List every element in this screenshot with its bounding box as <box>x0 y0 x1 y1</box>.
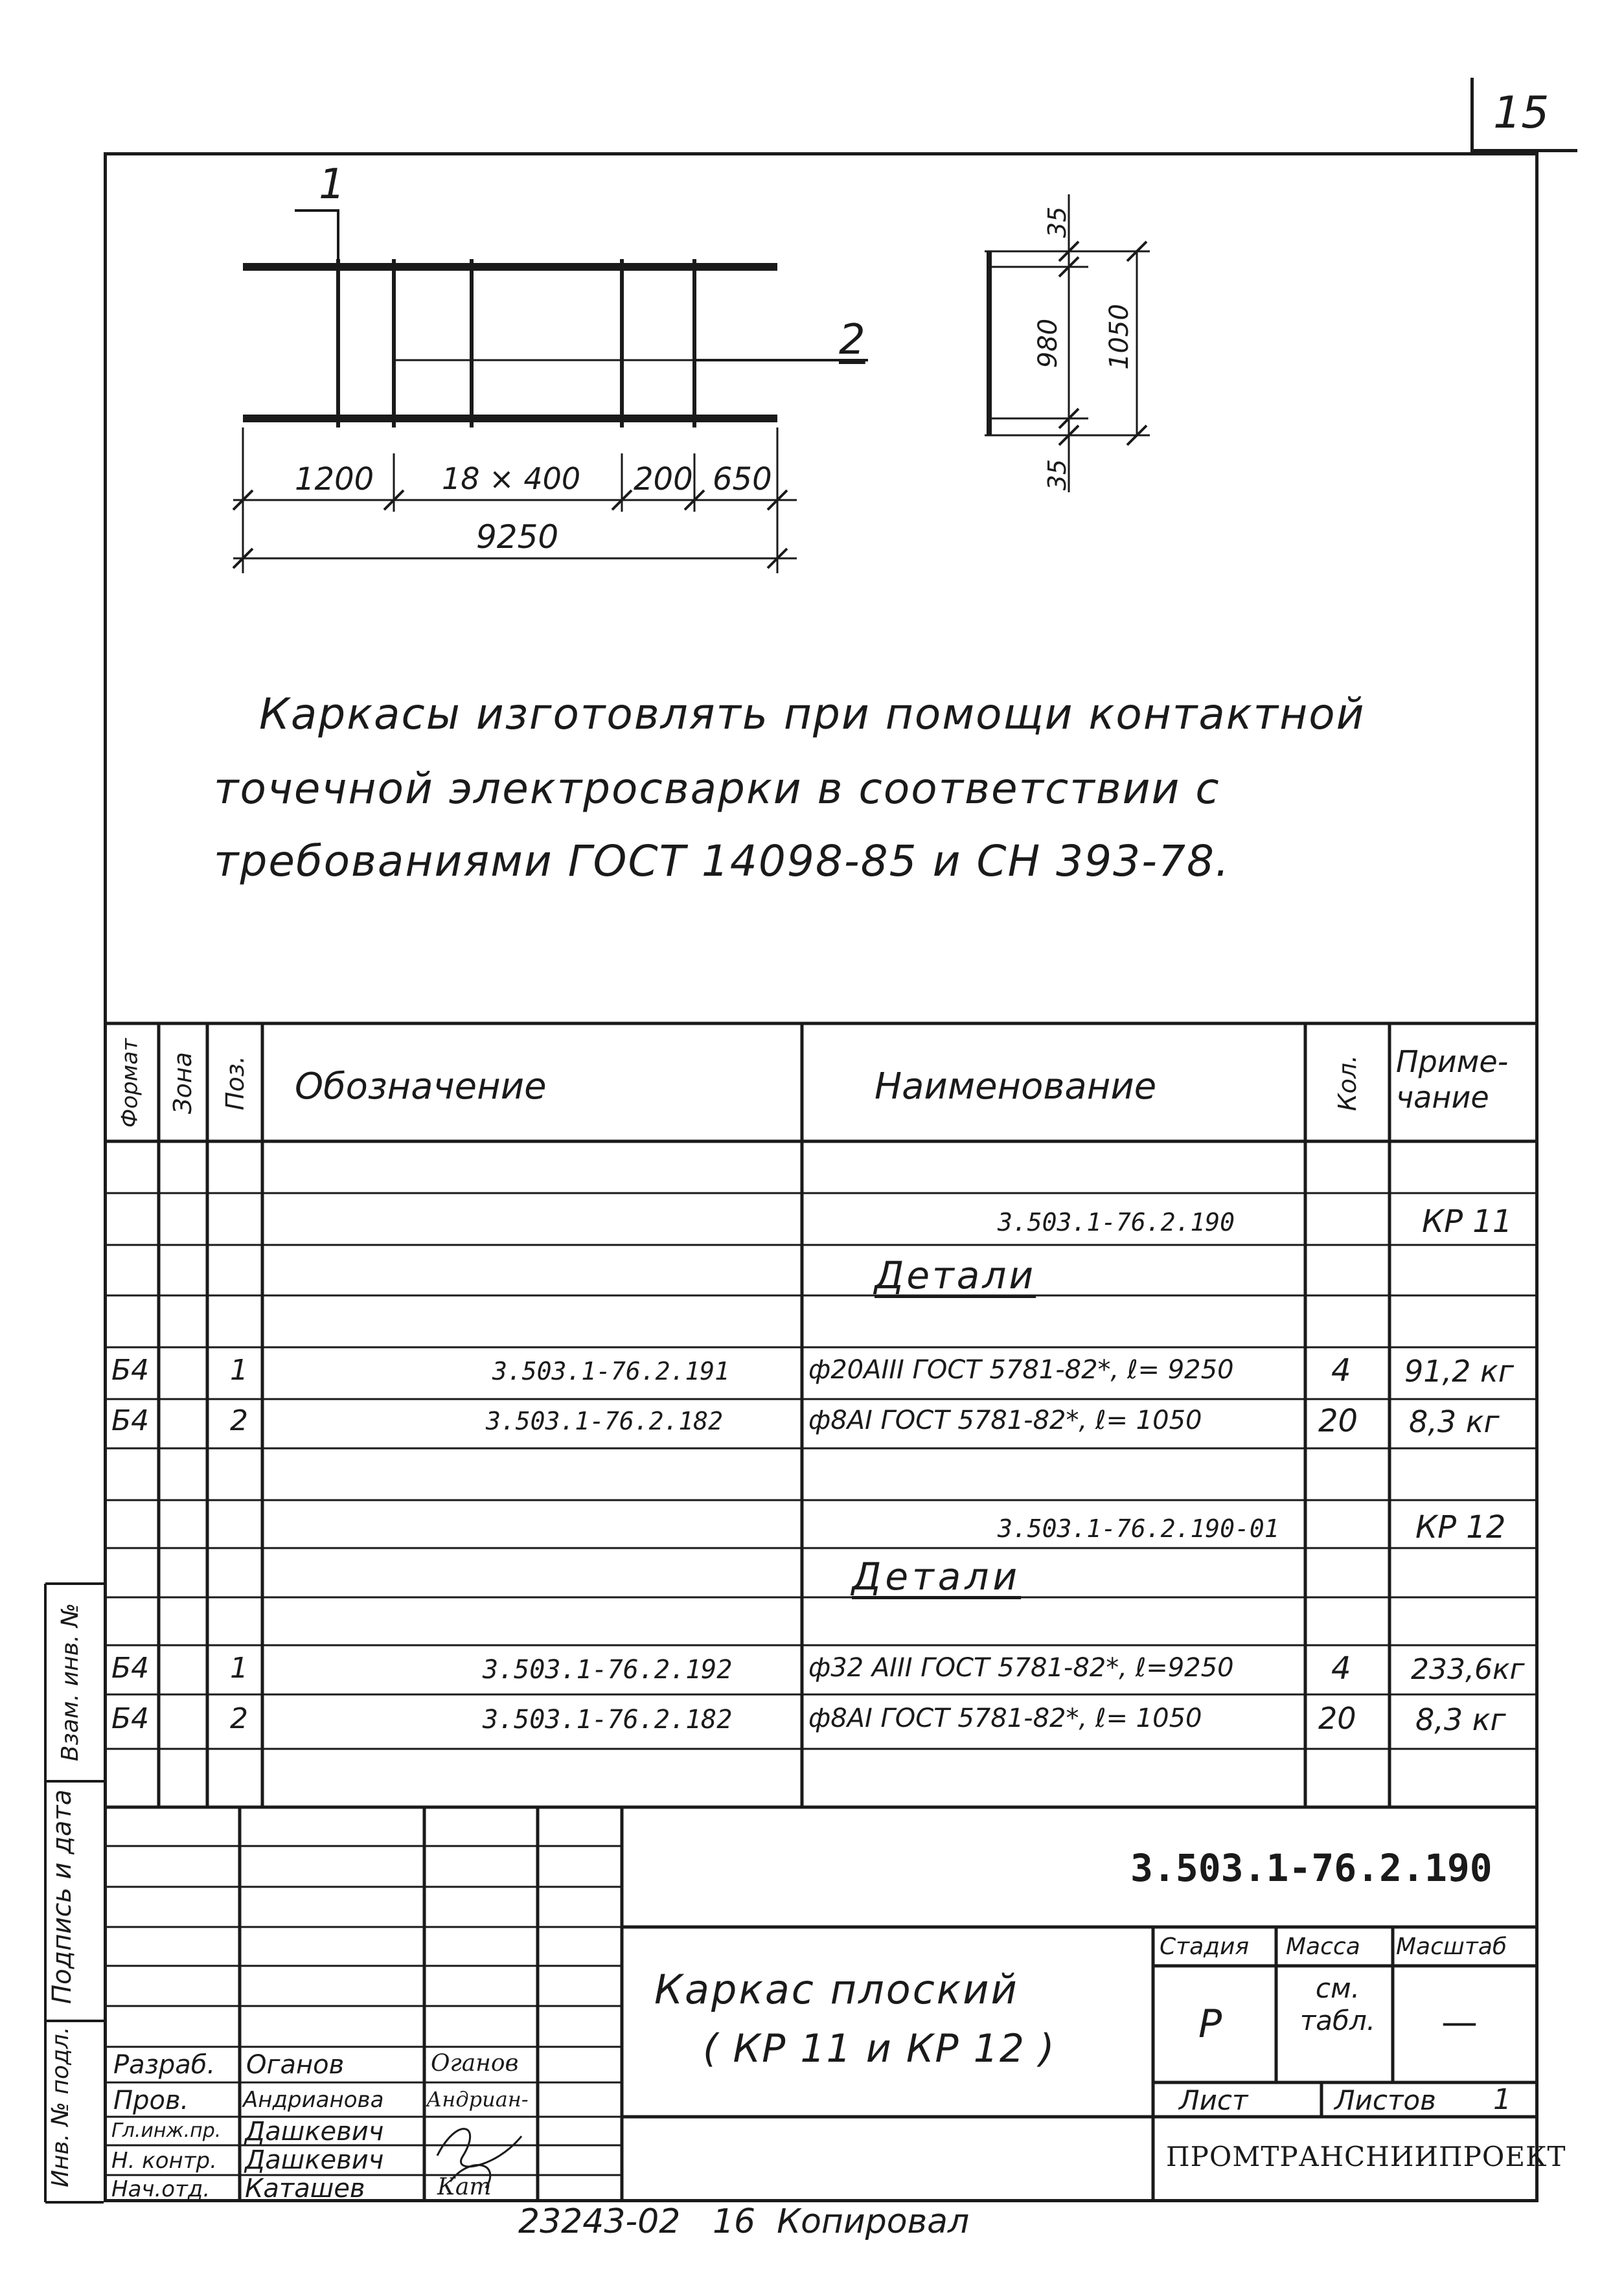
mass-label: Масса <box>1286 1933 1360 1960</box>
row8-note: 233,6кг <box>1411 1653 1525 1686</box>
dim-side-35-bottom: 35 <box>1043 459 1071 491</box>
mass-value: см. табл. <box>1299 1972 1376 2037</box>
name-prov: Андрианова <box>243 2087 384 2113</box>
row8-qty: 4 <box>1331 1650 1351 1687</box>
sign-prov: Андриан- <box>426 2087 529 2112</box>
name-gl-inzh: Дашкевич <box>245 2117 384 2147</box>
row9-designation: 3.503.1-76.2.182 <box>483 1705 733 1735</box>
note-line-1: Каркасы изготовлять при помощи контактной <box>259 689 1366 739</box>
dim-200: 200 <box>634 461 693 497</box>
dim-650: 650 <box>713 461 772 497</box>
sheet-corner-number: 15 <box>1493 87 1550 139</box>
row3-qty: 4 <box>1331 1352 1351 1389</box>
scale-label: Масштаб <box>1396 1933 1507 1960</box>
hdr-designation: Обозначение <box>295 1066 547 1108</box>
row-kr11-name: 3.503.1-76.2.190 <box>998 1208 1235 1237</box>
hdr-qty: Кол. <box>1333 1054 1362 1111</box>
role-gl-inzh: Гл.инж.пр. <box>111 2119 222 2142</box>
row3-name: ф20АIII ГОСТ 5781-82*, ℓ= 9250 <box>808 1355 1234 1385</box>
row8-designation: 3.503.1-76.2.192 <box>483 1655 733 1685</box>
signature-scribbles <box>424 2117 538 2202</box>
row8-format: Б4 <box>111 1652 150 1685</box>
sign-nach-otd: Кат <box>437 2174 492 2200</box>
title-line-2: ( КР 11 и КР 12 ) <box>703 2026 1056 2071</box>
row3-format: Б4 <box>111 1354 150 1387</box>
row9-pos: 2 <box>230 1702 248 1735</box>
role-razrab: Разраб. <box>113 2050 216 2080</box>
row4-format: Б4 <box>111 1404 150 1437</box>
row3-pos: 1 <box>230 1354 248 1387</box>
hdr-format: Формат <box>117 1038 143 1128</box>
organization-name: ПРОМТРАНСНИИПРОЕКТ <box>1166 2141 1566 2172</box>
name-nach-otd: Каташев <box>245 2174 365 2204</box>
row8-name: ф32 АIII ГОСТ 5781-82*, ℓ=9250 <box>808 1653 1234 1683</box>
hdr-note: Приме-чание <box>1396 1044 1509 1115</box>
stage-value: Р <box>1198 2001 1222 2047</box>
row-kr12-name: 3.503.1-76.2.190-01 <box>998 1514 1279 1543</box>
name-n-kontr: Дашкевич <box>245 2145 384 2175</box>
sign-razrab: Оганов <box>431 2050 519 2077</box>
note-line-2: точечной электросварки в соответствии с <box>214 764 1220 814</box>
row3-note: 91,2 кг <box>1404 1354 1514 1389</box>
row-kr12-note: КР 12 <box>1415 1509 1506 1545</box>
hdr-pos: Поз. <box>221 1055 249 1111</box>
dim-side-1050: 1050 <box>1104 304 1134 370</box>
scale-value: — <box>1441 2001 1478 2044</box>
footer-text: 23243-02 16 Копировал <box>518 2202 970 2241</box>
dim-18x400: 18 × 400 <box>442 461 581 496</box>
row-kr11-note: КР 11 <box>1422 1203 1513 1240</box>
hdr-name: Наименование <box>875 1066 1157 1108</box>
margin-podpis-data: Подпись и дата <box>47 1789 77 2004</box>
row4-qty: 20 <box>1318 1403 1358 1439</box>
name-razrab: Оганов <box>246 2050 345 2080</box>
role-n-kontr: Н. контр. <box>111 2148 217 2174</box>
role-prov: Пров. <box>113 2086 189 2115</box>
title-line-1: Каркас плоский <box>654 1966 1019 2013</box>
doc-number: 3.503.1-76.2.190 <box>1130 1846 1492 1890</box>
margin-vzam-inv: Взам. инв. № <box>57 1602 84 1762</box>
row4-pos: 2 <box>230 1404 248 1437</box>
row9-note: 8,3 кг <box>1415 1702 1506 1737</box>
sheets-value: 1 <box>1493 2083 1511 2116</box>
row4-note: 8,3 кг <box>1409 1404 1500 1439</box>
callout-1: 1 <box>319 161 345 209</box>
row4-name: ф8АI ГОСТ 5781-82*, ℓ= 1050 <box>808 1406 1202 1435</box>
sheets-label: Листов <box>1334 2084 1436 2116</box>
row8-pos: 1 <box>230 1652 248 1685</box>
hdr-zone: Зона <box>168 1052 197 1114</box>
sheet-label: Лист <box>1179 2084 1248 2116</box>
row-details-2: Детали <box>852 1555 1022 1599</box>
dim-1200: 1200 <box>295 461 374 497</box>
margin-inv-podl: Инв. № подл. <box>47 2026 74 2187</box>
row9-format: Б4 <box>111 1702 150 1735</box>
dim-9250: 9250 <box>476 518 559 556</box>
row4-designation: 3.503.1-76.2.182 <box>486 1407 724 1435</box>
row9-name: ф8АI ГОСТ 5781-82*, ℓ= 1050 <box>808 1704 1202 1733</box>
dim-side-980: 980 <box>1033 318 1063 369</box>
dim-side-35-top: 35 <box>1043 206 1071 238</box>
row9-qty: 20 <box>1318 1701 1356 1736</box>
role-nach-otd: Нач.отд. <box>111 2176 211 2202</box>
row-details-1: Детали <box>875 1253 1036 1297</box>
note-line-3: требованиями ГОСТ 14098-85 и СН 393-78. <box>214 836 1230 886</box>
row3-designation: 3.503.1-76.2.191 <box>492 1357 730 1385</box>
callout-2: 2 <box>839 316 865 364</box>
stage-label: Стадия <box>1160 1933 1250 1960</box>
